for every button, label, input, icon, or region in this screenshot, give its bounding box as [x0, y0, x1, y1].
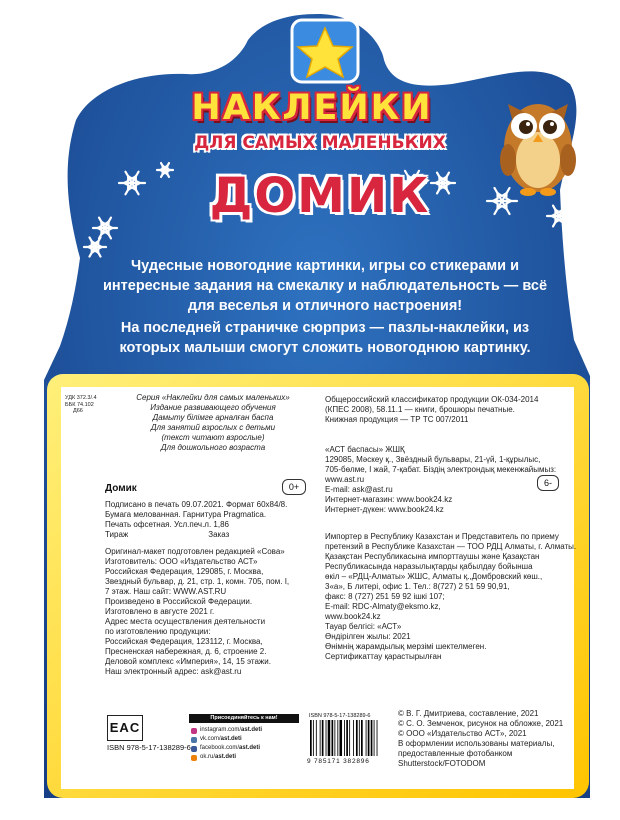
social-link-handle: ast.deti	[241, 727, 263, 733]
facebook-icon	[191, 746, 197, 752]
social-link-handle: ast.deti	[239, 745, 261, 751]
copyright-line: © В. Г. Дмитриева, составление, 2021	[398, 709, 539, 718]
production-line: Деловой комплекс «Империя», 14, 15 этажи.	[105, 657, 271, 666]
production-line: Произведено в Российской Федерации.	[105, 597, 253, 606]
description-paragraph-2: На последней страничке сюрприз — пазлы-наклейки, из которых малыши смогут сложить новогоднюю картинку.	[119, 320, 531, 356]
social-link-prefix: facebook.com/	[200, 745, 240, 751]
kz-publisher-line: «АСТ баспасы» ЖШҚ	[325, 445, 405, 454]
imprint-book-title: Домик	[105, 483, 137, 494]
social-link-handle: ast.deti	[215, 754, 237, 760]
copyright-line: © С. О. Земченок, рисунок на обложке, 2021	[398, 719, 564, 728]
kz-importer-line: Қазақстан Республикасына импорттаушы және Қазақстан	[325, 552, 540, 561]
series-title: НАКЛЕЙКИ	[191, 88, 433, 128]
production-line: 7 этаж. Наш сайт: WWW.AST.RU	[105, 587, 227, 596]
isbn-number: ISBN 978-5-17-138289-6	[107, 743, 191, 752]
kz-publisher-info	[325, 445, 570, 515]
production-line: Оригинал-макет подготовлен редакцией «Сова»	[105, 547, 285, 556]
kz-publisher-line: 705-бөлме, I жай, 7-қабат. Біздің электрондық мекенжайымыз:	[325, 465, 557, 474]
copyright-line: Shutterstock/FOTODOM	[398, 759, 486, 768]
kz-publisher-line: www.ast.ru	[325, 475, 365, 484]
kz-age-rating-badge: 6-	[537, 475, 559, 491]
kz-publisher-line: E-mail: ask@ast.ru	[325, 485, 393, 494]
social-link-handle: ast.deti	[220, 736, 242, 742]
copyright-line: В оформлении использованы материалы,	[398, 739, 555, 748]
production-line: Изготовлено в августе 2021 г.	[105, 607, 215, 616]
social-link-facebook[interactable]	[191, 744, 301, 753]
kz-publisher-line: Интернет-магазин: www.book24.kz	[325, 495, 453, 504]
print-details: Подписано в печать 09.07.2021. Формат 60х84/8. Бумага мелованная. Гарнитура Pragmatica. Печать офсетная. Усл.печ.л. 1,86 Тираж Заказ	[105, 500, 288, 539]
classifier-line: Общероссийский классификатор продукции ОК-034-2014	[325, 395, 539, 404]
social-link-prefix: vk.com/	[200, 736, 221, 742]
kz-importer-line: Импортер в Республику Казахстан и Представитель по приему	[325, 532, 559, 541]
star-badge-icon	[292, 20, 358, 82]
production-line: Российская Федерация, 129085, г. Москва,	[105, 567, 264, 576]
kz-publisher-line: Интернет-дүкен: www.book24.kz	[325, 505, 444, 514]
production-line: Адрес места осуществления деятельности	[105, 617, 266, 626]
age-rating-badge: 0+	[282, 479, 306, 495]
classifier-line: (КПЕС 2008), 58.11.1 — книги, брошюры печатные.	[325, 405, 515, 414]
kz-importer-line: претензий в Республике Казахстан — ТОО РДЦ Алматы, г. Алматы.	[325, 542, 577, 551]
social-links	[191, 726, 301, 762]
social-link-prefix: instagram.com/	[200, 727, 242, 733]
zakaz-label: Заказ	[208, 530, 230, 539]
social-link-vk[interactable]	[191, 735, 301, 744]
product-classifier	[325, 395, 570, 425]
production-line: по изготовлению продукции:	[105, 627, 211, 636]
copyright-info	[398, 709, 573, 769]
vk-icon	[191, 737, 197, 743]
production-line: Пресненская набережная, д. 6, строение 2.	[105, 647, 267, 656]
instagram-icon	[191, 728, 197, 734]
barcode-digits: 9 785171 382896	[307, 758, 370, 765]
copyright-line: предоставленные фотобанком	[398, 749, 513, 758]
kz-importer-line: өкіл – «РДЦ-Алматы» ЖШС, Алматы қ.,Домбровский көш.,	[325, 572, 543, 581]
classifier-line: Книжная продукция — ТР ТС 007/2011	[325, 415, 469, 424]
series-info: Серия «Наклейки для самых маленьких» Издание развивающего обучения Дамыту білімге арналған баспа Для занятий взрослых с детьми (текст читают взрослые) Для дошкольного возраста	[136, 393, 290, 452]
eac-mark-icon: EAC	[107, 715, 143, 741]
kz-importer-line: факс: 8 (727) 251 59 92 ішкі 107;	[325, 592, 445, 601]
social-link-odnoklassniki[interactable]	[191, 753, 301, 762]
production-line: Звездный бульвар, д. 21, стр. 1, комн. 705, пом. I,	[105, 577, 290, 586]
book-title: ДОМИК	[209, 168, 431, 224]
kz-importer-line: 3«а», Б литері, офис 1. Тел.: 8(727) 2 51 59 90,91,	[325, 582, 510, 591]
barcode-icon	[309, 720, 393, 758]
barcode-isbn-label: ISBN 978-5-17-138289-6	[309, 713, 371, 719]
kz-importer-line: Республикасында наразылықтарды қабылдау бойынша	[325, 562, 533, 571]
odnoklassniki-icon	[191, 755, 197, 761]
copyright-line: © ООО «Издательство АСТ», 2021	[398, 729, 527, 738]
kz-importer-line: Өндірілген жылы: 2021	[325, 632, 411, 641]
production-line: Изготовитель: ООО «Издательство АСТ»	[105, 557, 258, 566]
join-us-banner: Присоединяйтесь к нам!	[189, 714, 299, 723]
kz-publisher-line: 129085, Мәскеу қ., Звёздный бульвары, 21-үй, 1-құрылыс,	[325, 455, 541, 464]
production-line: Наш электронный адрес: ask@ast.ru	[105, 667, 242, 676]
kz-importer-line: Өнімнің жарамдылық мерзімі шектелмеген.	[325, 642, 487, 651]
kz-importer-line: www.book24.kz	[325, 612, 381, 621]
social-link-prefix: ok.ru/	[200, 754, 216, 760]
social-link-instagram[interactable]	[191, 726, 301, 735]
production-info	[105, 547, 325, 677]
kz-importer-line: E-mail: RDC-Almaty@eksmo.kz,	[325, 602, 441, 611]
production-line: Российская Федерация, 123112, г. Москва,	[105, 637, 263, 646]
tirazh-label: Тираж	[105, 530, 129, 539]
kz-importer-info	[325, 532, 577, 662]
imprint-panel	[61, 387, 577, 789]
classification-codes: УДК 372.3/.4 ББК 74.102 Д66	[65, 395, 97, 414]
series-subtitle: ДЛЯ САМЫХ МАЛЕНЬКИХ	[194, 133, 446, 153]
kz-importer-line: Тауар белгісі: «АСТ»	[325, 622, 402, 631]
kz-importer-line: Сертификаттау қарастырылған	[325, 652, 442, 661]
description-paragraph-1: Чудесные новогодние картинки, игры со стикерами и интересные задания на смекалку и наблюдательность — всё для веселья и отличного настроения!	[102, 258, 548, 314]
